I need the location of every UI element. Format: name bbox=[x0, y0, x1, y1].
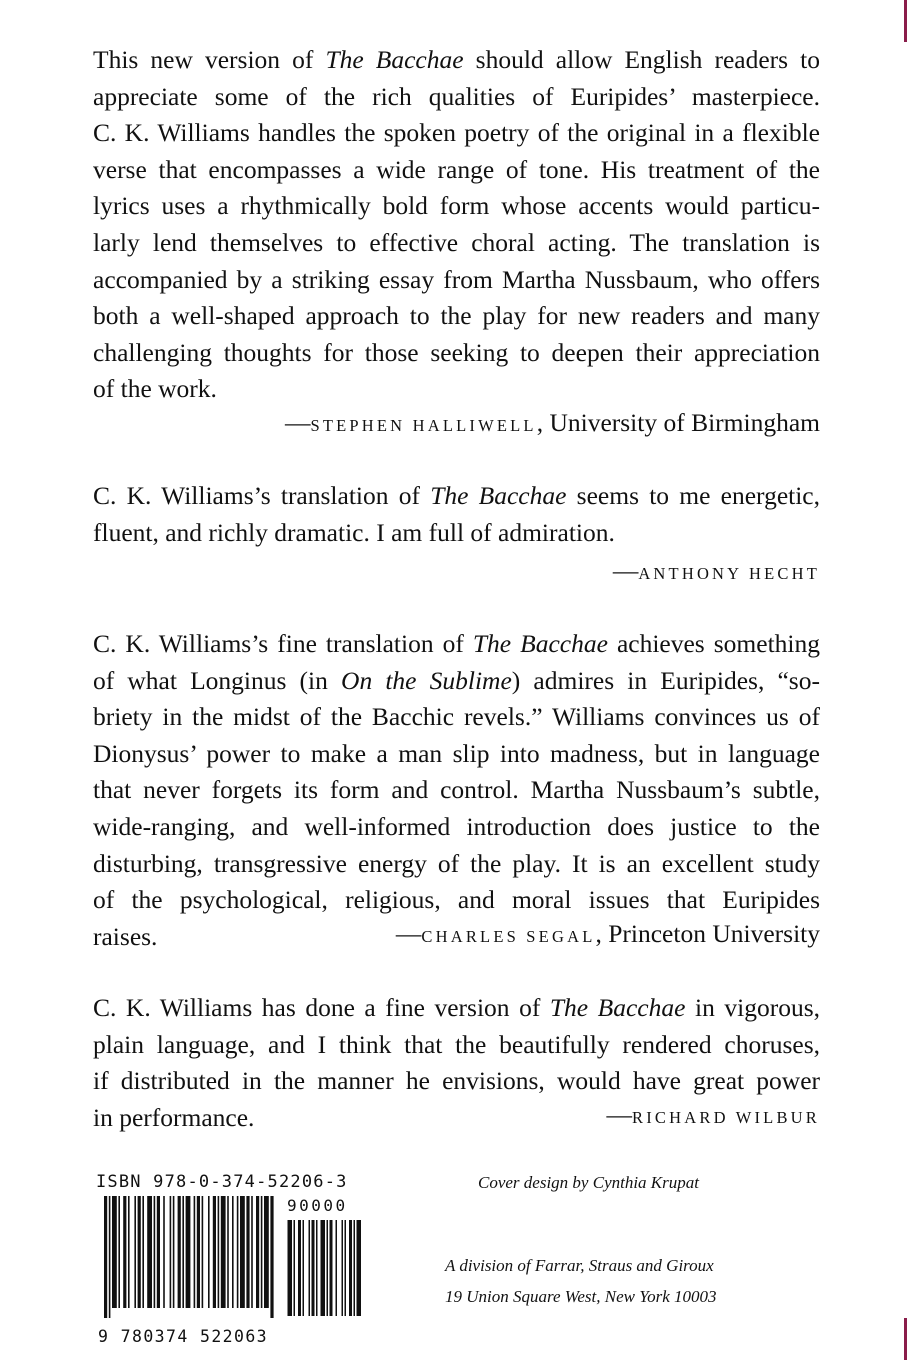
blurb-line: briety in the midst of the Bacchic revels.” Williams convinces us of bbox=[93, 702, 820, 732]
blurb-line: in performance. bbox=[93, 1102, 255, 1132]
blurb-line: plain language, and I think that the beautifully rendered choruses, bbox=[93, 1029, 820, 1059]
blurb-line: raises. bbox=[93, 921, 158, 951]
barcode-addon-bar bbox=[303, 1220, 305, 1316]
barcode-addon-number: 90000 bbox=[287, 1196, 348, 1215]
barcode-bar bbox=[128, 1196, 130, 1308]
barcode-addon-bar bbox=[349, 1220, 352, 1316]
attribution-name: STEPHEN HALLIWELL bbox=[310, 416, 537, 435]
barcode-addon-bar bbox=[357, 1220, 362, 1316]
attribution-name: RICHARD WILBUR bbox=[632, 1108, 820, 1127]
blurb-line: verse that encompasses a wide range of tone. His treatment of the bbox=[93, 154, 820, 184]
barcode-addon-bar bbox=[298, 1220, 301, 1316]
barcode-addon-bar bbox=[309, 1220, 311, 1316]
barcode-bar bbox=[109, 1196, 111, 1318]
barcode-bar bbox=[173, 1196, 175, 1308]
barcode-bar bbox=[246, 1196, 249, 1308]
barcode-bar bbox=[227, 1196, 229, 1308]
barcode-addon-bar bbox=[316, 1220, 318, 1316]
attribution-hecht: —ANTHONY HECHT bbox=[612, 556, 820, 585]
barcode-addon-bar bbox=[312, 1220, 315, 1316]
barcode-bar bbox=[182, 1196, 184, 1308]
attribution-affiliation: , University of Birmingham bbox=[536, 408, 820, 437]
blurb-line: of the psychological, religious, and moral issues that Euripides bbox=[93, 885, 820, 915]
barcode-bars bbox=[96, 1194, 362, 1334]
blurb-segal bbox=[93, 626, 820, 955]
barcode-bar bbox=[218, 1196, 220, 1308]
blurb-line: C. K. Williams’s fine translation of The Bacchae achieves something bbox=[93, 629, 820, 658]
blurb-line: Dionysus’ power to make a man slip into madness, but in language bbox=[93, 738, 820, 768]
barcode-bar bbox=[104, 1196, 107, 1318]
blurb-line: wide-ranging, and well-informed introduction does justice to the bbox=[93, 811, 820, 841]
cover-design-credit: Cover design by Cynthia Krupat bbox=[478, 1173, 699, 1192]
blurb-line: of what Longinus (in On the Sublime) admires in Euripides, “so- bbox=[93, 665, 820, 695]
barcode-bar bbox=[123, 1196, 126, 1308]
blurb-hecht bbox=[93, 478, 820, 551]
barcode-bar bbox=[142, 1196, 144, 1308]
attribution-name: CHARLES SEGAL bbox=[421, 927, 596, 946]
barcode-bar bbox=[270, 1196, 273, 1318]
barcode-addon-bar bbox=[288, 1220, 293, 1316]
blurb-line: if distributed in the manner he envisions, would have great power bbox=[93, 1066, 820, 1096]
barcode-bar bbox=[264, 1196, 269, 1308]
publisher-line: A division of Farrar, Straus and Giroux bbox=[445, 1256, 714, 1275]
blurb-line: C. K. Williams has done a fine version of The Bacchae in vigorous, bbox=[93, 993, 820, 1022]
barcode-bar bbox=[112, 1196, 117, 1308]
barcode-addon-bar bbox=[345, 1220, 347, 1316]
barcode-bar bbox=[194, 1196, 196, 1308]
blurb-line: appreciate some of the rich qualities of Euripides’ masterpiece. bbox=[93, 81, 820, 111]
blurb-line: lyrics uses a rhythmically bold form whose accents would particu- bbox=[93, 191, 820, 221]
barcode-bar bbox=[170, 1196, 172, 1308]
address-line: 19 Union Square West, New York 10003 bbox=[445, 1287, 717, 1306]
attribution-affiliation: , Princeton University bbox=[595, 919, 820, 948]
book-title: The Bacchae bbox=[430, 481, 567, 510]
barcode-bar bbox=[147, 1196, 152, 1308]
barcode-bar bbox=[163, 1196, 165, 1308]
barcode-addon-bar bbox=[354, 1220, 356, 1316]
blurb-line: larly lend themselves to effective choral acting. The translation is bbox=[93, 227, 820, 257]
barcode-bar bbox=[237, 1196, 239, 1308]
barcode-bar bbox=[186, 1196, 191, 1308]
ean-number: 9 780374 522063 bbox=[98, 1327, 269, 1346]
barcode-bar bbox=[178, 1196, 181, 1308]
barcode-addon-bar bbox=[321, 1220, 326, 1316]
barcode-bar bbox=[261, 1196, 263, 1308]
barcode-bar bbox=[197, 1196, 200, 1308]
barcode-addon-bar bbox=[336, 1220, 338, 1316]
blurb-line: accompanied by a striking essay from Martha Nussbaum, who offers bbox=[93, 264, 820, 294]
barcode-bar bbox=[154, 1196, 156, 1308]
barcode-addon-bar bbox=[294, 1220, 296, 1316]
attribution-segal: —CHARLES SEGAL, Princeton University bbox=[395, 919, 820, 948]
book-title: On the Sublime bbox=[341, 665, 512, 695]
barcode-bar bbox=[251, 1196, 253, 1308]
barcode-bar bbox=[256, 1196, 259, 1308]
barcode-bar bbox=[232, 1196, 234, 1308]
blurb-line: both a well-shaped approach to the play for new readers and many bbox=[93, 301, 820, 331]
barcode-bar bbox=[157, 1196, 160, 1308]
blurb-line: challenging thoughts for those seeking to deepen their appreciation bbox=[93, 337, 820, 367]
barcode-addon-bar bbox=[342, 1220, 344, 1316]
book-title: The Bacchae bbox=[549, 993, 686, 1022]
barcode-bar bbox=[138, 1196, 141, 1308]
attribution-name: ANTHONY HECHT bbox=[638, 564, 820, 583]
blurb-line: C. K. Williams handles the spoken poetry of the original in a flexible bbox=[93, 118, 820, 148]
barcode-bar bbox=[202, 1196, 204, 1308]
barcode-bar bbox=[208, 1196, 210, 1308]
attribution-halliwell: —STEPHEN HALLIWELL, University of Birmingham bbox=[284, 408, 820, 437]
barcode-bar bbox=[213, 1196, 216, 1308]
blurb-line: that never forgets its form and control. Martha Nussbaum’s subtle, bbox=[93, 775, 820, 805]
barcode-bar bbox=[221, 1196, 226, 1308]
book-title: The Bacchae bbox=[472, 629, 608, 658]
blurb-halliwell bbox=[93, 42, 820, 408]
barcode-bar bbox=[240, 1196, 245, 1308]
blurb-line: of the work. bbox=[93, 374, 217, 404]
blurb-line: fluent, and richly dramatic. I am full of admiration. bbox=[93, 517, 615, 547]
barcode-addon-bar bbox=[327, 1220, 329, 1316]
barcode-bar bbox=[134, 1196, 136, 1308]
blurb-line: C. K. Williams’s translation of The Bacchae seems to me energetic, bbox=[93, 481, 821, 510]
barcode-addon-bar bbox=[330, 1220, 333, 1316]
isbn-barcode bbox=[96, 1172, 362, 1336]
isbn-label: ISBN 978-0-374-52206-3 bbox=[96, 1172, 348, 1192]
attribution-wilbur: —RICHARD WILBUR bbox=[606, 1100, 820, 1129]
book-title: The Bacchae bbox=[325, 45, 464, 74]
barcode-bar bbox=[118, 1196, 120, 1308]
blurb-line: This new version of The Bacchae should allow English readers to bbox=[93, 45, 821, 74]
blurb-line: disturbing, transgressive energy of the play. It is an excellent study bbox=[93, 848, 820, 878]
